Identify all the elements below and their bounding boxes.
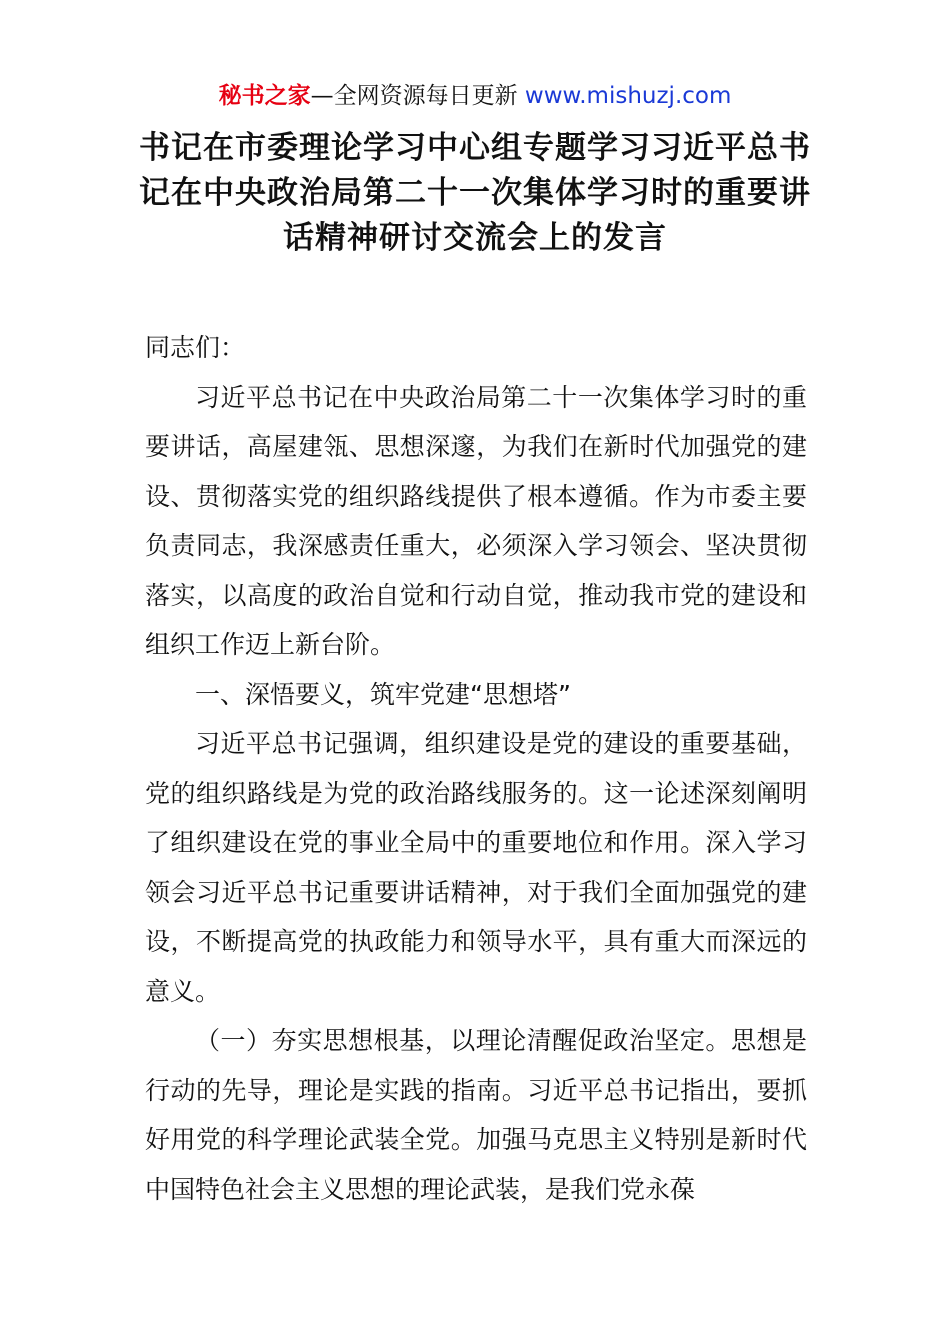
document-body [145, 323, 807, 1214]
site-tagline: —全网资源每日更新 [310, 83, 525, 109]
salutation: 同志们： [145, 333, 246, 362]
site-brand: 秘书之家 [218, 83, 311, 109]
paragraph-subsection: （一）夯实思想根基，以理论清醒促政治坚定。思想是行动的先导，理论是实践的指南。习近平总书记指出，要抓好用党的科学理论武装全党。加强马克思主义特别是新时代中国特色社会主义思想的理论武装，是我们党永葆 [145, 1026, 807, 1204]
paragraph-section-body: 习近平总书记强调，组织建设是党的建设的重要基础，党的组织路线是为党的政治路线服务的。这一论述深刻阐明了组织建设在党的事业全局中的重要地位和作用。深入学习领会习近平总书记重要讲话精神，对于我们全面加强党的建设，不断提高党的执政能力和领导水平，具有重大而深远的意义。 [145, 729, 807, 1006]
site-header [0, 80, 950, 112]
document-title: 书记在市委理论学习中心组专题学习习近平总书记在中央政治局第二十一次集体学习时的重要讲话精神研讨交流会上的发言 [139, 130, 811, 256]
section-heading: 一、深悟要义，筑牢党建“思想塔” [195, 679, 571, 709]
paragraph-intro: 习近平总书记在中央政治局第二十一次集体学习时的重要讲话，高屋建瓴、思想深邃，为我们在新时代加强党的建设、贯彻落实党的组织路线提供了根本遵循。作为市委主要负责同志，我深感责任重大，必须深入学习领会、坚决贯彻落实，以高度的政治自觉和行动自觉，推动我市党的建设和组织工作迈上新台阶。 [145, 382, 807, 659]
site-url-link[interactable]: www.mishuzj.com [524, 83, 732, 109]
